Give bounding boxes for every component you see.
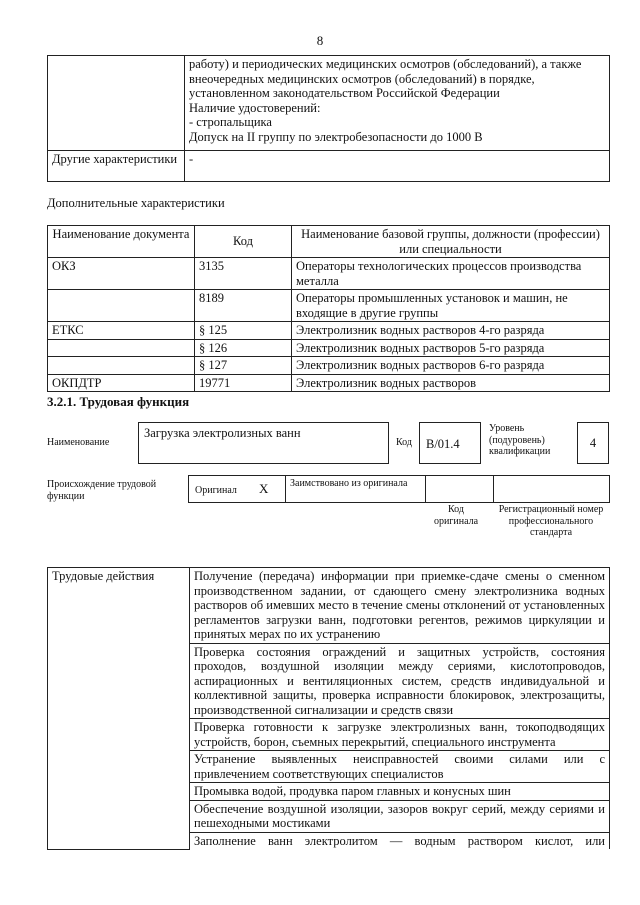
cell-code: § 125 bbox=[195, 322, 292, 340]
origin-row bbox=[188, 475, 610, 503]
actions-table bbox=[47, 567, 610, 850]
cell-doc: ОКПДТР bbox=[48, 374, 195, 392]
header-doc: Наименование документа bbox=[48, 226, 195, 258]
additional-table bbox=[47, 225, 610, 392]
table-row bbox=[48, 568, 610, 644]
cell-name: Электролизник водных растворов 4-го разряда bbox=[292, 322, 610, 340]
cell-name: Электролизник водных растворов 6-го разряда bbox=[292, 357, 610, 375]
top-right-cell bbox=[185, 56, 610, 151]
level-box bbox=[577, 422, 609, 464]
top-table bbox=[47, 55, 610, 182]
table-row bbox=[48, 258, 610, 290]
original-label: Оригинал bbox=[195, 485, 237, 496]
action-item: Устранение выявленных неисправностей своими силами или с привлечением соответствующих специалистов bbox=[190, 751, 610, 783]
text-line: - стропальщика bbox=[189, 115, 272, 129]
cell-doc: ОКЗ bbox=[48, 258, 195, 290]
other-characteristics-value: - bbox=[185, 151, 610, 182]
text-line: Наличие удостоверений: bbox=[189, 100, 321, 115]
table-row bbox=[48, 357, 610, 375]
function-name-value: Загрузка электролизных ванн bbox=[144, 426, 301, 440]
origin-label: Происхождение трудовой функции bbox=[47, 479, 157, 502]
code-caption: Код оригинала bbox=[433, 504, 479, 527]
cell-code: 19771 bbox=[195, 374, 292, 392]
table-row bbox=[48, 56, 610, 151]
reg-caption: Регистрационный номер профессионального стандарта bbox=[498, 504, 604, 538]
code-label: Код bbox=[396, 437, 412, 448]
function-name-box bbox=[138, 422, 389, 464]
cell-code: § 126 bbox=[195, 339, 292, 357]
cell-name: Электролизник водных растворов bbox=[292, 374, 610, 392]
level-value: 4 bbox=[589, 436, 597, 450]
header-code: Код bbox=[195, 226, 292, 258]
other-characteristics-label: Другие характеристики bbox=[48, 151, 185, 182]
cell-doc: ЕТКС bbox=[48, 322, 195, 340]
header-name: Наименование базовой группы, должности (профессии) или специальности bbox=[292, 226, 610, 258]
origin-divider-2 bbox=[425, 476, 426, 502]
table-row bbox=[48, 339, 610, 357]
actions-label: Трудовые действия bbox=[48, 568, 190, 850]
page-number: 8 bbox=[316, 33, 324, 48]
section-title: 3.2.1. Трудовая функция bbox=[47, 394, 190, 409]
level-label: Уровень (подуровень) квалификации bbox=[489, 423, 551, 457]
cell-name: Электролизник водных растворов 5-го разряда bbox=[292, 339, 610, 357]
action-item: Заполнение ванн электролитом — водным раствором кислот, или bbox=[190, 832, 610, 849]
action-item: Проверка готовности к загрузке электролизных ванн, токоподводящих устройств, борон, съемных перекрытий, специального инструмента bbox=[190, 719, 610, 751]
table-header-row bbox=[48, 226, 610, 258]
table-row bbox=[48, 151, 610, 182]
original-mark: Х bbox=[259, 481, 269, 496]
table-row bbox=[48, 290, 610, 322]
cell-name: Операторы технологических процессов производства металла bbox=[292, 258, 610, 290]
action-item: Обеспечение воздушной изоляции, зазоров вокруг серий, между сериями и пешеходными мостиками bbox=[190, 800, 610, 832]
action-item: Проверка состояния ограждений и защитных устройств, состояния проходов, воздушной изоляции между сериями, кислотопроводов, аспирационных и вентиляционных систем, средств индивидуальной и коллективной защиты, проверка исправности блокировок, электрозащиты, производственной сигнализации и средств связи bbox=[190, 643, 610, 719]
cell-doc bbox=[48, 290, 195, 322]
cell-code: 3135 bbox=[195, 258, 292, 290]
text-line: Допуск на II группу по электробезопасности до 1000 В bbox=[189, 129, 483, 144]
cell-doc bbox=[48, 357, 195, 375]
action-item: Промывка водой, продувка паром главных и конусных шин bbox=[190, 783, 610, 801]
text-line: внеочередных медицинских осмотров (обследований) в порядке, bbox=[189, 71, 535, 86]
function-code-box bbox=[419, 422, 481, 464]
table-row bbox=[48, 322, 610, 340]
name-label: Наименование bbox=[47, 437, 110, 448]
cell-doc bbox=[48, 339, 195, 357]
additional-title: Дополнительные характеристики bbox=[47, 196, 225, 210]
text-line: работу) и периодических медицинских осмотров (обследований), а также bbox=[189, 57, 582, 71]
cell-code: § 127 bbox=[195, 357, 292, 375]
borrowed-label: Заимствовано из оригинала bbox=[290, 478, 408, 489]
function-code-value: В/01.4 bbox=[426, 437, 460, 451]
table-row bbox=[48, 374, 610, 392]
origin-divider-3 bbox=[493, 476, 494, 502]
cell-name: Операторы промышленных установок и машин, не входящие в другие группы bbox=[292, 290, 610, 322]
origin-divider-1 bbox=[285, 476, 286, 502]
cell-code: 8189 bbox=[195, 290, 292, 322]
text-line: установленном законодательством Российской Федерации bbox=[189, 86, 500, 100]
top-left-cell bbox=[48, 56, 185, 151]
action-item: Получение (передача) информации при приемке-сдаче смены о сменном производственном задании, от сдающего смену электролизника водных растворов об имевших место в течение смены отклонений от установленных регламентов загрузки ванн, подготовки регентов, режимов циркуляции и принятых мерах по их устранению bbox=[190, 568, 610, 644]
